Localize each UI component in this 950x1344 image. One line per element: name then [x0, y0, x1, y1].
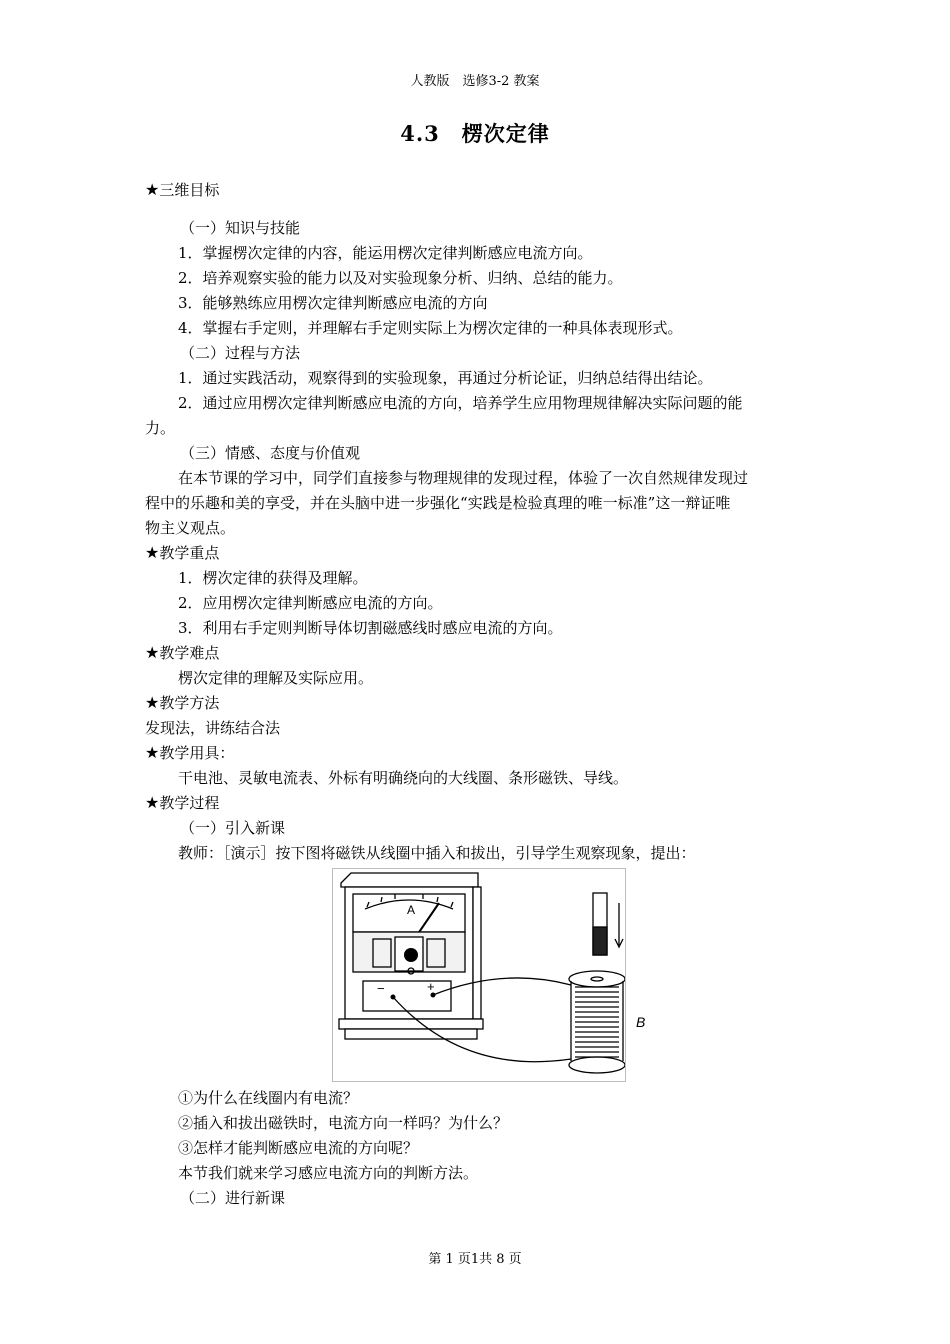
tools-item: 干电池、灵敏电流表、外标有明确绕向的大线圈、条形磁铁、导线。 [178, 769, 629, 787]
key-item-2: 2．应用楞次定律判断感应电流的方向。 [178, 594, 443, 612]
page-title: 4.3 楞次定律 [400, 121, 550, 146]
knowledge-item-4: 4．掌握右手定则，并理解右手定则实际上为楞次定律的一种具体表现形式。 [178, 319, 683, 337]
method-item: 发现法，讲练结合法 [145, 719, 281, 737]
meter-label: A [407, 903, 416, 917]
process-item-1: 1．通过实践活动，观察得到的实验现象，再通过分析论证，归纳总结得出结论。 [178, 369, 713, 387]
process-item-2-cont: 力。 [145, 419, 176, 437]
star-icon: ★ [145, 743, 160, 762]
key-item-1: 1．楞次定律的获得及理解。 [178, 569, 368, 587]
page-header: 人教版 选修3-2 教案 [410, 74, 540, 89]
intro-summary: 本节我们就来学习感应电流方向的判断方法。 [178, 1164, 479, 1182]
emotion-paragraph-line-3: 物主义观点。 [145, 519, 236, 537]
star-icon: ★ [145, 793, 160, 812]
knowledge-item-3: 3．能够熟练应用楞次定律判断感应电流的方向 [178, 294, 488, 312]
subheading-intro: （一）引入新课 [180, 819, 286, 837]
star-icon: ★ [145, 543, 160, 562]
process-item-2: 2．通过应用楞次定律判断感应电流的方向，培养学生应用物理规律解决实际问题的能 [178, 394, 743, 412]
section-heading-method: ★教学方法 [145, 693, 220, 712]
coil-label: B [636, 1014, 646, 1030]
section-heading-tools: ★教学用具： [145, 743, 235, 762]
subheading-emotion: （三）情感、态度与价值观 [180, 444, 361, 462]
subheading-new-lesson: （二）进行新课 [180, 1189, 286, 1207]
star-icon: ★ [145, 643, 160, 662]
knowledge-item-1: 1．掌握楞次定律的内容，能运用楞次定律判断感应电流方向。 [178, 244, 593, 262]
section-heading-key: ★教学重点 [145, 543, 220, 562]
section-heading-difficulty: ★教学难点 [145, 643, 220, 662]
knowledge-item-2: 2．培养观察实验的能力以及对实验现象分析、归纳、总结的能力。 [178, 269, 623, 287]
key-item-3: 3．利用右手定则判断导体切割磁感线时感应电流的方向。 [178, 619, 563, 637]
teacher-demo-text: 教师：［演示］按下图将磁铁从线圈中插入和拔出，引导学生观察现象，提出： [178, 844, 696, 862]
minus-label: − [377, 981, 385, 996]
difficulty-item: 楞次定律的理解及实际应用。 [178, 669, 374, 687]
question-1: ①为什么在线圈内有电流？ [178, 1089, 359, 1107]
question-2: ②插入和拔出磁铁时，电流方向一样吗？为什么？ [178, 1114, 509, 1132]
emotion-paragraph-line-2: 程中的乐趣和美的享受，并在头脑中进一步强化“实践是检验真理的唯一标准”这一辩证唯 [145, 494, 731, 512]
question-3: ③怎样才能判断感应电流的方向呢？ [178, 1139, 419, 1157]
star-icon: ★ [145, 180, 160, 199]
emotion-paragraph-line-1: 在本节课的学习中，同学们直接参与物理规律的发现过程，体验了一次自然规律发现过 [178, 469, 749, 487]
plus-label: + [427, 979, 435, 994]
star-icon: ★ [145, 693, 160, 712]
section-heading-process: ★教学过程 [145, 793, 220, 812]
galvanometer-coil-diagram [333, 869, 625, 1081]
experiment-figure [332, 868, 646, 1082]
subheading-knowledge: （一）知识与技能 [180, 219, 301, 237]
subheading-process: （二）过程与方法 [180, 344, 301, 362]
page-footer: 第 1 页1共 8 页 [428, 1252, 522, 1267]
section-heading-goals: ★三维目标 [145, 180, 220, 199]
